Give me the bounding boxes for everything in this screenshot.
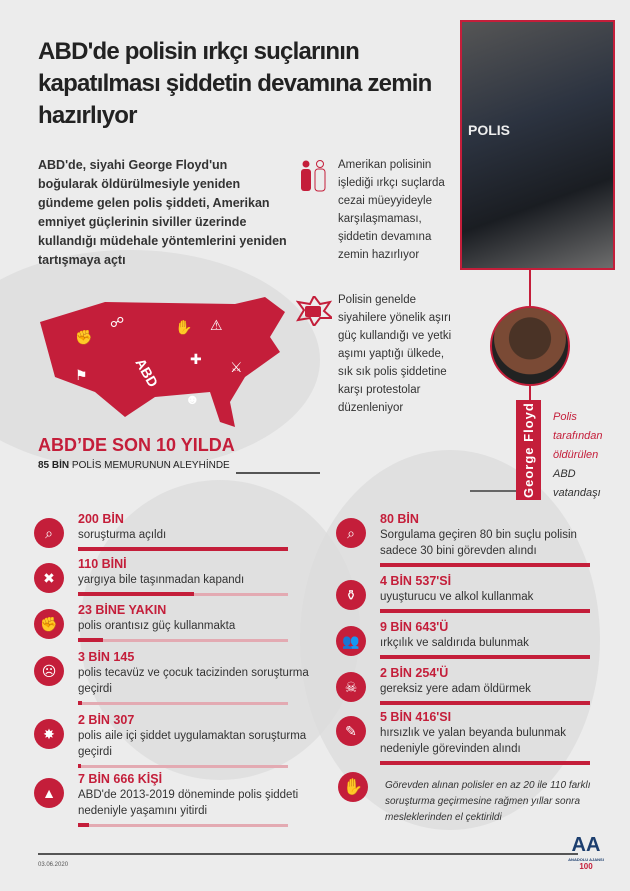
violence-icon: ✸	[34, 719, 64, 749]
center-point-1: Amerikan polisinin işlediği ırkçı suçlarda cezai müeyyideyle karşılaşmaması, şiddetin devamına zemin hazırlıyor	[338, 159, 445, 261]
stat-bar	[380, 656, 590, 659]
stat-number: 2 BİN 307	[78, 713, 135, 727]
stat-number: 3 BİN 145	[78, 650, 135, 664]
shooting-icon: ☠	[336, 672, 366, 702]
stat-description: ABD'de 2013-2019 döneminde polis şiddeti nedeniyle yaşamını yitirdi	[78, 789, 299, 817]
stat-number: 110 BİNİ	[78, 557, 127, 571]
svg-text:⚠: ⚠	[210, 317, 223, 333]
stat-bar-fill	[78, 823, 89, 827]
stat-bar	[380, 610, 590, 613]
page-title: ABD'de polisin ırkçı suçlarının kapatılması şiddetin devamına zemin hazırlıyor	[38, 38, 432, 129]
police-stop-icon: ✋	[338, 772, 368, 802]
date: 03.06.2020	[38, 862, 69, 868]
stat-bar	[380, 762, 590, 765]
stat-bar-fill	[78, 547, 288, 551]
stat-description: ırkçılık ve saldırıda bulunmak	[380, 637, 529, 649]
stat-number: 80 BİN	[380, 512, 419, 526]
stat-number: 5 BİN 416'SI	[380, 710, 452, 724]
stat-bar-fill	[78, 592, 194, 596]
stat-item	[345, 710, 595, 765]
stat-number: 9 BİN 643'Ü	[380, 620, 449, 634]
svg-text:✊: ✊	[75, 329, 93, 345]
stat-bar	[78, 702, 288, 705]
stat-description: polis tecavüz ve çocuk tacizinden soruşturma geçirdi	[78, 667, 309, 695]
map-label: ABD	[132, 355, 162, 390]
stat-description: uyuşturucu ve alkol kullanmak	[380, 591, 534, 603]
stat-number: 200 BİN	[78, 512, 124, 526]
svg-text:⚔: ⚔	[230, 359, 243, 375]
stat-description: polis aile içi şiddet uygulamaktan soruşturma geçirdi	[78, 730, 307, 758]
section-title: ABD’DE SON 10 YILDA	[38, 435, 235, 455]
stat-item	[344, 666, 595, 705]
stat-item	[41, 650, 333, 705]
bottle-icon: ⚱	[336, 580, 366, 610]
stat-bar-fill	[380, 609, 590, 613]
stat-description: Sorgulama geçiren 80 bin suçlu polisin sadece 30 bini görevden alındı	[380, 529, 577, 557]
stat-number: 7 BİN 666 KİŞİ	[78, 772, 163, 786]
siren-icon: ▲	[34, 778, 64, 808]
stat-item	[347, 512, 595, 567]
document-cancel-icon: ✖	[34, 563, 64, 593]
stat-item	[43, 557, 333, 596]
intro-text: ABD'de, siyahi George Floyd'un boğularak öldürülmesiyle yeniden gündeme gelen polis şiddeti, Amerikan emniyet güçlerinin siviller üzerinde kullandığı müdehale yöntemlerini yeniden tartışmaya açtı	[38, 158, 287, 267]
stat-item	[342, 620, 595, 659]
stat-description: soruşturma açıldı	[78, 529, 167, 541]
stat-bar	[380, 702, 590, 705]
person-note: Polis tarafından öldürülen ABD vatandaşı	[553, 411, 603, 499]
svg-text:☻: ☻	[185, 391, 200, 407]
stat-bar-fill	[380, 701, 590, 705]
center-point-2: Polisin genelde siyahilere yönelik aşırı güç kullandığı ve yetki aşımı yaptığı ülkede, sık sık polis şiddetine karşı protestolar düzenleniyor	[338, 294, 452, 414]
stat-bar	[78, 765, 288, 768]
person-name: George Floyd	[516, 400, 541, 500]
stat-bar	[78, 639, 288, 642]
george-floyd-portrait	[490, 306, 570, 386]
anadolu-logo: ΑΑ ANADOLU AJANSI 100	[568, 834, 604, 871]
footnote: Görevden alınan polisler en az 20 ile 110 farklı soruşturma geçirmesine rağmen yıllar sonra mesleklerinden el çektirildi	[385, 780, 591, 823]
usa-map	[35, 292, 295, 432]
stat-description: hırsızlık ve yalan beyanda bulunmak nedeniyle görevinden alındı	[380, 727, 567, 755]
stat-bar-fill	[78, 638, 103, 642]
stat-bar	[380, 564, 590, 567]
divider	[38, 853, 578, 855]
investigation-icon: ⌕	[34, 518, 64, 548]
abuse-icon: ☹	[34, 656, 64, 686]
stat-item	[345, 574, 595, 613]
stat-number: 4 BİN 537'Sİ	[380, 574, 452, 588]
stat-bar-fill	[380, 761, 590, 765]
stat-bar	[78, 593, 288, 596]
stat-item	[42, 772, 333, 827]
stat-item	[43, 713, 333, 768]
fist-icon	[296, 296, 332, 326]
stat-bar	[78, 824, 288, 827]
stat-description: polis orantısız güç kullanmakta	[78, 620, 236, 632]
stat-bar-fill	[78, 701, 82, 705]
stat-bar-fill	[380, 563, 590, 567]
investigation-icon: ⌕	[336, 518, 366, 548]
people-icon: 👥	[336, 626, 366, 656]
svg-text:✚: ✚	[190, 351, 202, 367]
fist-icon: ✊	[34, 609, 64, 639]
stat-item	[40, 603, 333, 642]
news-photo: POLIS	[460, 20, 615, 270]
theft-icon: ✎	[336, 716, 366, 746]
svg-text:☍: ☍	[110, 314, 125, 330]
svg-text:✋: ✋	[175, 319, 193, 335]
stat-number: 23 BİNE YAKIN	[78, 603, 167, 617]
stat-description: yargıya bile taşınmadan kapandı	[78, 574, 245, 586]
stat-description: gereksiz yere adam öldürmek	[380, 683, 531, 695]
stat-item	[45, 512, 333, 551]
section-subtitle: 85 BİN POLİS MEMURUNUN ALEYHİNDE	[38, 460, 230, 471]
stat-bar-fill	[380, 655, 590, 659]
svg-text:⚑: ⚑	[75, 367, 88, 383]
stat-number: 2 BİN 254'Ü	[380, 666, 449, 680]
stat-bar	[78, 548, 288, 551]
people-icon	[298, 160, 328, 192]
stat-bar-fill	[78, 764, 81, 768]
